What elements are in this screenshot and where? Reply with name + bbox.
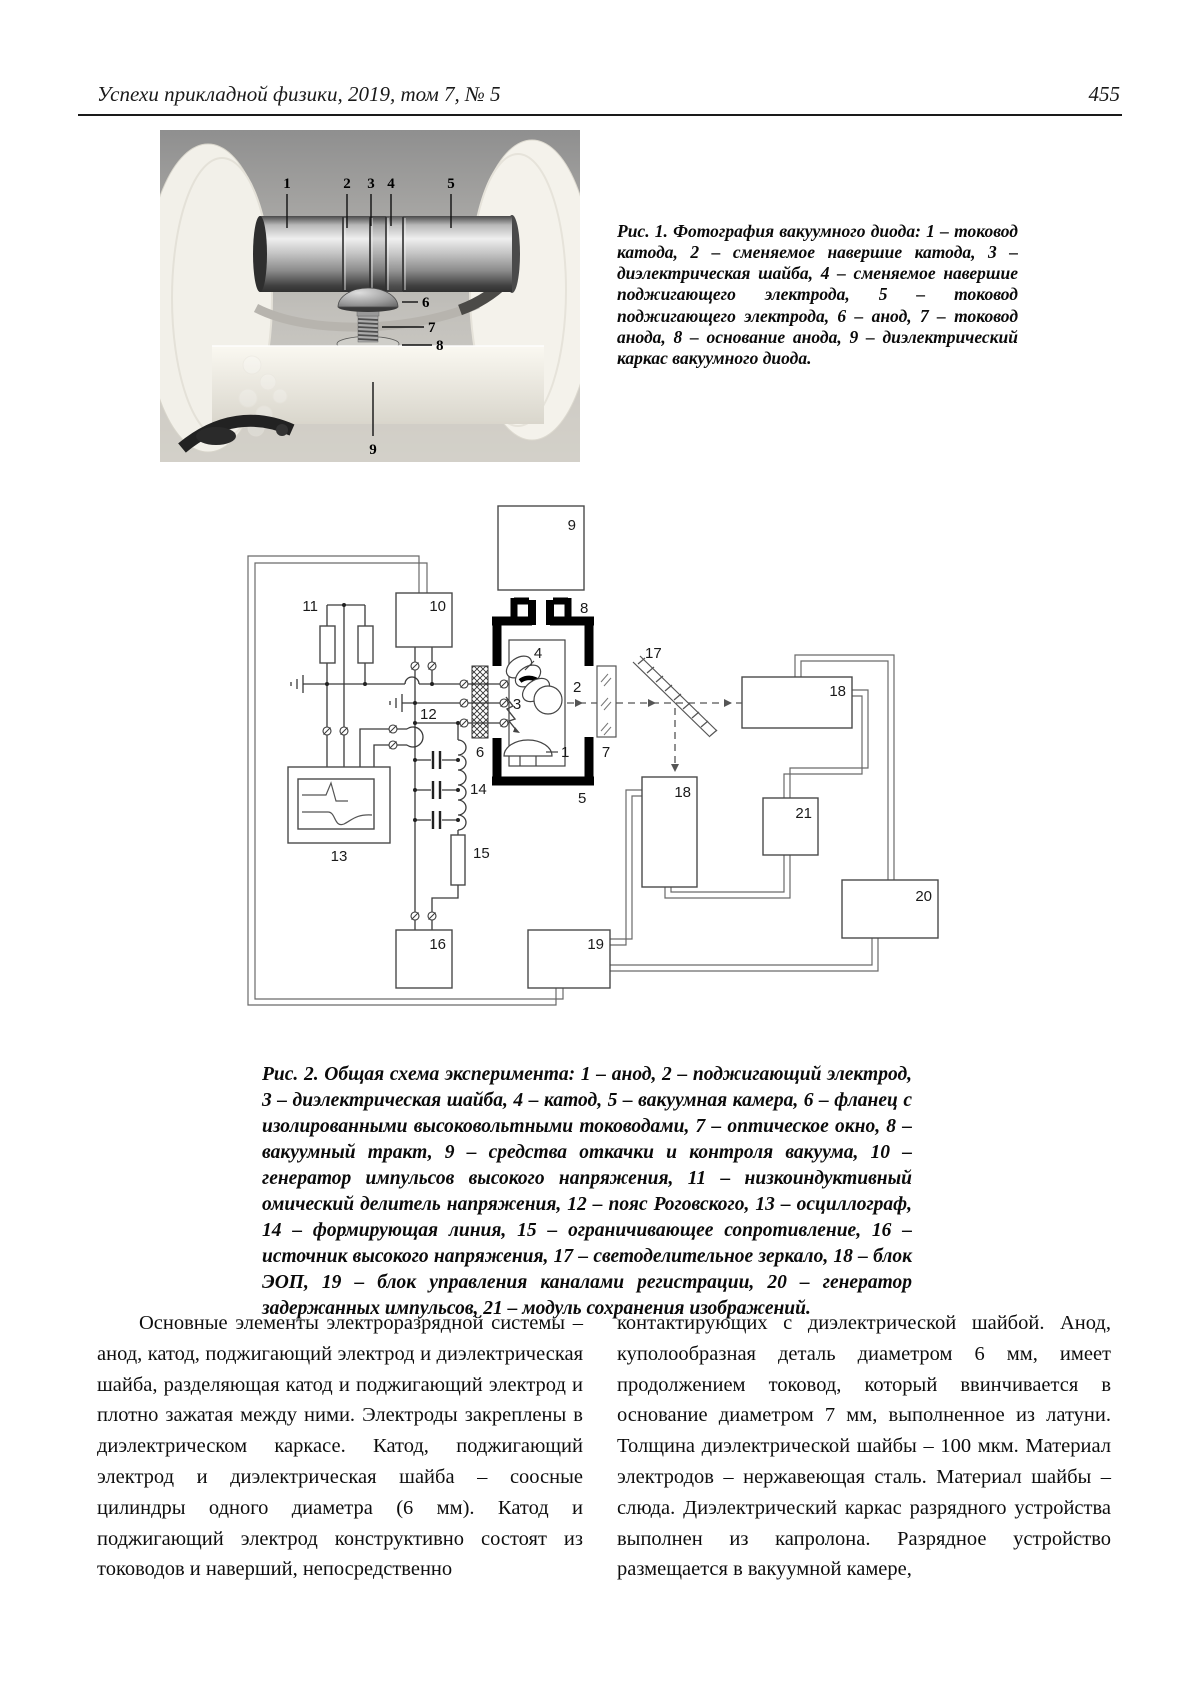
limiting-resistor-15: [451, 835, 465, 885]
fig2-label-10: 10: [429, 598, 446, 615]
fig2-label-2: 2: [573, 679, 582, 696]
anode-1: [504, 740, 552, 756]
fig2-label-14: 14: [470, 781, 487, 798]
electrode-cylinder: [253, 215, 520, 293]
fig2-label-19: 19: [587, 936, 604, 953]
fig2-label-4: 4: [533, 645, 543, 662]
fig1-label-1: 1: [283, 176, 291, 192]
fig2-label-20: 20: [915, 888, 932, 905]
fig1-label-2: 2: [343, 176, 351, 192]
journal-title: Успехи прикладной физики, 2019, том 7, № 5: [97, 82, 501, 106]
fig2-label-11: 11: [302, 598, 318, 615]
fig1-caption: Рис. 1. Фотография вакуумного диода: 1 – токовод катода, 2 – сменяемое навершие катода, 3 – диэлектрическая шайба, 4 – сменяемое навершие поджигающего электрода, 5 – токовод поджигающего электрода, 6 – анод, 7 – токовод анода, 8 – основание анода, 9 – диэлектрический каркас вакуумного диода.: [617, 220, 1018, 369]
body-paragraph-right: контактирующих с диэлектрической шайбой. Анод, куполообразная деталь диаметром 6 мм, имеет продолжением токовод, который ввинчивается в основание диаметром 7 мм, выполненное из латуни. Толщина диэлектрической шайбы – 100 мкм. Материал электродов – нержавеющая сталь. Материал шайбы – слюда. Диэлектрический каркас разрядного устройства выполнен из капролона. Разрядное устройство размещается в вакуумной камере,: [617, 1312, 1111, 1581]
fig2-label-7: 7: [601, 744, 611, 761]
fig1-label-9: 9: [369, 442, 377, 458]
optical-window-7: [597, 666, 616, 737]
fig2-label-18b: 18: [674, 784, 691, 801]
flange-6: [472, 666, 488, 738]
fig2-label-18a: 18: [829, 683, 846, 700]
fig1-label-6: 6: [422, 295, 430, 311]
body-column-right: [617, 1308, 1111, 1585]
component-boxes: [288, 506, 938, 988]
fig2-label-9: 9: [567, 517, 576, 534]
body-paragraph-left: Основные элементы электроразрядной системы – анод, катод, поджигающий электрод и диэлектрическая шайба, разделяющая катод и поджигающий электрод и плотно зажатая между ними. Электроды закреплены в диэлектрическом каркасе. Катод, поджигающий электрод и диэлектрическая шайба – соосные цилиндры одного диаметра (6 мм). Катод и поджигающий электрод конструктивно состоят из тоководов и наверший, непосредственно: [97, 1312, 583, 1581]
fig2-label-1: 1: [561, 744, 570, 761]
divider-resistor-a: [320, 626, 335, 663]
fig1-label-3: 3: [367, 176, 375, 192]
capacitors: [433, 751, 440, 829]
fig2-label-16: 16: [429, 936, 446, 953]
fig2-caption: Рис. 2. Общая схема эксперимента: 1 – анод, 2 – поджигающий электрод, 3 – диэлектрическая шайба, 4 – катод, 5 – вакуумная камера, 6 – фланец с изолированными высоковольтными тоководами, 7 – оптическое окно, 8 – вакуумный тракт, 9 – средства откачки и контроля вакуума, 10 – генератор импульсов высокого напряжения, 11 – низкоиндуктивный омический делитель напряжения, 12 – пояс Роговского, 13 – осциллограф, 14 – формирующая линия, 15 – ограничивающее сопротивление, 16 – источник высокого напряжения, 17 – светоделительное зеркало, 18 – блок ЭОП, 19 – блок управления каналами регистрации, 20 – генератор задержанных импульсов, 21 – модуль сохранения изображений.: [262, 1063, 912, 1319]
divider-resistor-b: [358, 626, 373, 663]
fig1-label-7: 7: [428, 320, 436, 336]
fig2-label-8: 8: [580, 600, 589, 617]
fig2-label-5: 5: [578, 790, 587, 807]
body-column-left: [97, 1308, 583, 1585]
fig2-schematic: [245, 495, 945, 1023]
fig2-label-21: 21: [795, 805, 812, 822]
fig2-label-6: 6: [475, 744, 485, 761]
fig2-label-12: 12: [420, 706, 437, 723]
header-rule: [78, 114, 1122, 116]
fig2-label-13: 13: [330, 848, 348, 865]
page-number: 455: [1088, 82, 1120, 106]
fig1-photo: [160, 130, 580, 462]
page-header: [78, 82, 1122, 112]
fig2-label-15: 15: [473, 845, 490, 862]
fig1-label-8: 8: [436, 338, 444, 354]
fig2-label-3: 3: [512, 696, 522, 713]
fig2-label-17: 17: [645, 645, 662, 662]
fig1-label-4: 4: [387, 176, 395, 192]
fig1-label-5: 5: [447, 176, 455, 192]
